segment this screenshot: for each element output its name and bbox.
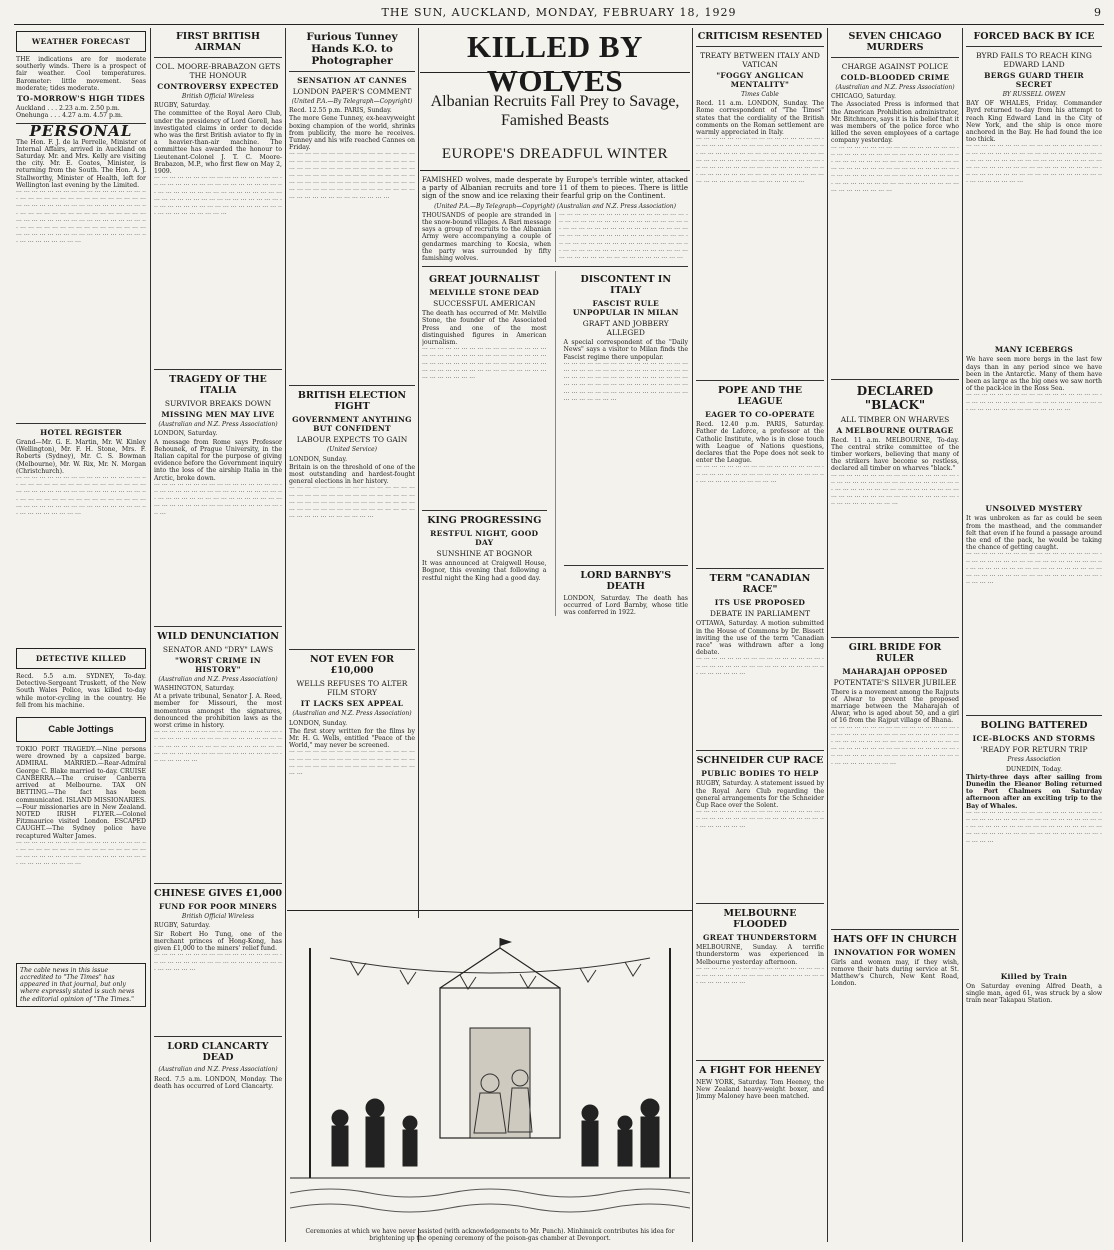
article-body: The more Gene Tunney, ex-heavyweight boxing champion of the world, shrinks from publicity, the more he receives. Tunney and his wife reached Cannes on Friday. <box>289 115 415 152</box>
tides-heading: TO-MORROW'S HIGH TIDES <box>16 94 146 104</box>
headline-hats: HATS OFF IN CHURCH <box>833 933 957 945</box>
text-block: ··· ··· ··· ··· ··· ··· ··· ··· ··· ··· ··· ··· ··· ··· ··· ··· ··· ··· ··· ··· ··· ··· ··· ··· ··· ··· ··· ··· ··· ··· ··· ··· ··· ··· ··· ··· ··· ··· ··· <box>696 809 824 831</box>
cartoon-caption: Ceremonies at which we have never assisted (with acknowledgements to Mr. Punch). Minhinnick contributes his idea for brightening up the opening ceremony of the poison-gas chamber at Devonport. <box>305 1228 675 1242</box>
detective-box <box>16 648 146 669</box>
text-block: ··· ··· ··· ··· ··· ··· ··· ··· ··· ··· ··· ··· ··· ··· ··· ··· ··· ··· ··· ··· ··· ··· ··· ··· ··· ··· ··· ··· ··· ··· ··· ··· ··· ··· ··· ··· ··· ··· ··· ··· ··· ··· ··· ··· ··· ··· ··· ··· ··· ··· ··· ··· ··· ··· ··· ··· ··· ··· ··· ··· ··· ··· ··· ··· ··· ··· ··· <box>154 481 282 518</box>
dateline: LONDON, Saturday. <box>154 430 218 438</box>
text-block: ··· ··· ··· ··· ··· ··· ··· ··· ··· ··· ··· ··· ··· ··· ··· ··· ··· ··· ··· ··· ··· ··· ··· ··· ··· ··· ··· ··· ··· ··· ··· ··· ··· ··· ··· ··· ··· ··· ··· ··· ··· ··· ··· ··· ··· ··· ··· ··· ··· ··· ··· ··· ··· ··· ··· ··· ··· ··· ··· ··· ··· ··· ··· ··· ··· ··· ··· ··· ··· ··· ··· ··· ··· <box>966 551 1102 588</box>
byline: BY RUSSELL OWEN <box>1002 91 1066 98</box>
text-block: ··· ··· ··· ··· ··· ··· ··· ··· ··· ··· ··· ··· ··· ··· ··· ··· ··· ··· ··· ··· ··· ··· ··· ··· ··· ··· ··· ··· ··· ··· ··· ··· ··· ··· ··· ··· ··· ··· ··· ··· ··· ··· ··· ··· ··· ··· ··· ··· ··· ··· ··· ··· ··· ··· ··· ··· ··· ··· ··· ··· ··· ··· ··· ··· ··· ··· ··· ··· ··· ··· ··· ··· ··· <box>966 809 1102 846</box>
headline-schneider: SCHNEIDER CUP RACE <box>696 755 824 767</box>
credit: (Australian and N.Z. Press Association) <box>835 84 955 91</box>
subhead-survivor: SURVIVOR BREAKS DOWN <box>164 399 272 409</box>
subhead-cannes: SENSATION AT CANNES <box>297 76 407 85</box>
headline-italia: TRAGEDY OF THE ITALIA <box>169 374 267 397</box>
personal-heading: PERSONAL <box>29 122 133 141</box>
masthead-title: THE SUN, AUCKLAND, MONDAY, FEBRUARY 18, 1929 <box>381 6 737 19</box>
subhead-worst-crime: "WORST CRIME IN HISTORY" <box>175 655 261 674</box>
article-body: Recd. 11 a.m. LONDON, Sunday. The Rome correspondent of "The Times" states that the cordiality of the British comments on the Roman settlement are warmly appreciated in Italy. <box>696 100 824 137</box>
column-rule <box>827 28 828 1242</box>
divider <box>420 170 690 171</box>
credit: Press Association <box>1007 756 1061 764</box>
credit: British Official Wireless <box>181 93 255 100</box>
headline-pope: POPE AND THE LEAGUE <box>718 385 802 408</box>
dateline: LONDON, Sunday. <box>289 455 348 463</box>
lead-sub-stories <box>422 271 688 616</box>
article-body: The death has occurred of Mr. Melville Stone, the founder of the Associated Press and one of the most distinguished figures in American journalism. <box>422 310 547 347</box>
text-block: ··· ··· ··· ··· ··· ··· ··· ··· ··· ··· ··· ··· ··· ··· ··· ··· ··· ··· ··· ··· ··· ··· ··· ··· ··· ··· ··· ··· ··· ··· ··· ··· ··· ··· ··· ··· ··· ··· ··· ··· ··· ··· ··· ··· ··· ··· ··· ··· ··· ··· ··· ··· ··· ··· ··· ··· ··· ··· ··· ··· ··· ··· ··· ··· ··· ··· ··· ··· ··· ··· ··· <box>154 729 282 766</box>
text-block: ··· ··· ··· ··· ··· ··· ··· ··· ··· ··· ··· ··· ··· ··· ··· ··· ··· ··· ··· ··· ··· ··· ··· ··· ··· ··· ··· ··· ··· ··· ··· ··· ··· ··· ··· ··· ··· ··· ··· ··· ··· ··· ··· ··· ··· ··· ··· ··· ··· ··· ··· ··· ··· ··· ··· ··· ··· ··· ··· ··· ··· ··· ··· ··· ··· ··· ··· ··· ··· ··· ··· ··· ··· ··· ··· ··· ··· ··· ··· ··· ··· ··· ··· ··· ··· ··· ··· ··· ··· ··· ··· ··· ··· ··· ··· ··· ··· ··· ··· ··· ··· ··· ··· ··· ··· ··· ··· ··· ··· ··· ··· ··· <box>696 136 824 187</box>
divider <box>287 910 692 911</box>
article-body: Recd. 12.40 p.m. PARIS, Saturday. Father de Laforce, a professor at the Catholic Institute, who is in close touch with League of Nations questions, declares that the Pope does not seek to enter the League. <box>696 421 824 465</box>
divider <box>420 72 690 73</box>
headline-chinese: CHINESE GIVES £1,000 <box>154 888 282 900</box>
subhead-timber: ALL TIMBER ON WHARVES <box>840 414 950 424</box>
subhead-byrd: BYRD FAILS TO REACH KING EDWARD LAND <box>976 51 1092 69</box>
article-body: MELBOURNE, Sunday. A terrific thunderstorm was experienced in Melbourne yesterday afternoon. <box>696 944 824 966</box>
article-lead: Thirty-three days after sailing from Dunedin the Eleanor Boling returned to Port Chalmers on Saturday afternoon after an exciting trip to the Bay of Whales. <box>966 773 1102 810</box>
subhead-public: PUBLIC BODIES TO HELP <box>701 769 819 779</box>
subhead-police: CHARGE AGAINST POLICE <box>841 62 949 71</box>
text-block: ··· ··· ··· ··· ··· ··· ··· ··· ··· ··· ··· ··· ··· ··· ··· ··· ··· ··· ··· ··· ··· ··· ··· ··· ··· ··· ··· ··· ··· ··· ··· ··· ··· ··· ··· ··· ··· ··· ··· ··· ··· ··· ··· ··· ··· ··· ··· ··· ··· ··· ··· ··· ··· ··· ··· ··· ··· ··· ··· ··· ··· ··· ··· ··· ··· ··· ··· ··· ··· ··· ··· ··· ··· ··· ··· ··· ··· ··· ··· ··· ··· ··· ··· ··· ··· ··· ··· ··· ··· ··· ··· ··· ··· ··· ··· ··· ··· ··· ··· ··· ··· ··· ··· ··· ··· ··· <box>831 144 959 195</box>
tide-auckland: Auckland . . . 2.23 a.m. 2.50 p.m. <box>16 105 120 113</box>
subhead-jubilee: POTENTATE'S SILVER JUBILEE <box>833 677 957 687</box>
dateline: DUNEDIN, Today. <box>1005 765 1063 773</box>
subhead-labour: LABOUR EXPECTS TO GAIN <box>296 435 408 445</box>
article-body: On Saturday evening Alfred Death, a single man, aged 61, was struck by a slow train near Takapau Station. <box>966 982 1102 1005</box>
text-block: ··· ··· ··· ··· ··· ··· ··· ··· ··· ··· ··· ··· ··· ··· ··· ··· ··· ··· ··· ··· ··· ··· ··· ··· ··· ··· ··· ··· ··· ··· ··· ··· ··· ··· ··· ··· ··· ··· ··· ··· ··· ··· ··· ··· ··· ··· ··· ··· ··· ··· ··· ··· ··· ··· ··· ··· ··· ··· ··· ··· ··· ··· ··· ··· ··· ··· ··· ··· ··· ··· ··· ··· ··· ··· ··· ··· ··· ··· ··· ··· ··· ··· ··· ··· ··· ··· ··· ··· ··· ··· ··· <box>154 175 282 219</box>
headline-airman: FIRST BRITISH AIRMAN <box>175 31 261 53</box>
headline-wells: NOT EVEN FOR £10,000 <box>309 654 395 677</box>
cartoon-illustration <box>290 918 690 1228</box>
headline-italy: DISCONTENT IN ITALY <box>580 274 672 297</box>
subhead-fund: FUND FOR POOR MINERS <box>158 902 278 912</box>
text-block: ··· ··· ··· ··· ··· ··· ··· ··· ··· ··· ··· ··· ··· ··· ··· ··· ··· ··· ··· ··· ··· ··· ··· ··· ··· ··· ··· ··· ··· ··· ··· ··· ··· ··· ··· ··· ··· ··· ··· ··· ··· ··· ··· ··· ··· ··· ··· ··· ··· ··· <box>289 749 415 779</box>
headline-train: Killed by Train <box>1000 971 1068 981</box>
tide-onehunga: Onehunga . . . 4.27 a.m. 4.57 p.m. <box>16 112 123 120</box>
article-body: It was unbroken as far as could be seen from the masthead, and the commander felt that even if he found a passage around the end of the pack, he would be taking the chance of getting caught. <box>966 515 1102 552</box>
credit: (Australian and N.Z. Press Association) <box>158 1066 278 1074</box>
headline-barnby: LORD BARNBY'S DEATH <box>580 569 672 592</box>
credit: (Australian and N.Z. Press Association) <box>292 710 412 718</box>
subhead-icebergs: MANY ICEBERGS <box>994 345 1074 355</box>
subhead-airman: COL. MOORE-BRABAZON GETS THE HONOUR <box>155 62 281 80</box>
text-block: ··· ··· ··· ··· ··· ··· ··· ··· ··· ··· ··· ··· ··· ··· ··· ··· ··· ··· ··· ··· ··· ··· ··· ··· ··· ··· ··· ··· ··· ··· ··· ··· ··· ··· ··· ··· ··· ··· ··· ··· ··· ··· ··· ··· ··· ··· ··· ··· ··· ··· ··· ··· ··· ··· ··· ··· ··· ··· ··· ··· ··· ··· ··· ··· ··· ··· ··· ··· ··· ··· ··· ··· ··· ··· ··· ··· ··· ··· ··· ··· ··· ··· ··· ··· ··· ··· ··· ··· ··· ··· ··· ··· ··· ··· ··· ··· ··· ··· ··· ··· ··· ··· ··· ··· ··· ··· ··· ··· ··· ··· ··· ··· ··· ··· <box>559 211 688 263</box>
dateline: RUGBY, Saturday. <box>154 102 211 110</box>
text-block: ··· ··· ··· ··· ··· ··· ··· ··· ··· ··· ··· ··· ··· ··· ··· ··· ··· ··· ··· ··· ··· ··· ··· ··· ··· ··· ··· ··· ··· ··· ··· ··· ··· ··· ··· ··· ··· ··· ··· ··· ··· ··· ··· ··· ··· ··· ··· ··· <box>966 392 1102 414</box>
detective-heading: DETECTIVE KILLED <box>35 654 127 664</box>
text-block: ··· ··· ··· ··· ··· ··· ··· ··· ··· ··· ··· ··· ··· ··· ··· ··· ··· ··· ··· ··· ··· ··· ··· ··· ··· ··· ··· ··· ··· ··· ··· ··· ··· ··· ··· ··· ··· ··· ··· ··· ··· ··· ··· ··· ··· ··· ··· ··· ··· ··· ··· ··· ··· ··· ··· ··· ··· ··· ··· ··· ··· ··· ··· ··· ··· ··· ··· ··· ··· ··· ··· ··· ··· ··· ··· ··· ··· ··· ··· ··· ··· ··· ··· ··· ··· ··· ··· <box>563 360 688 404</box>
article-body: RUGBY, Saturday. A statement issued by the Royal Aero Club regarding the general arrangements for the Schneider Cup Race over the Solent. <box>696 780 824 810</box>
footnote: The cable news in this issue accredited to "The Times" has appeared in that journal, but only where expressly stated is such news the editorial opinion of "The Times." <box>16 963 146 1007</box>
headline-journalist: GREAT JOURNALIST <box>428 274 540 286</box>
headline-melbourne: MELBOURNE FLOODED <box>723 908 797 931</box>
subhead-stone: MELVILLE STONE DEAD <box>429 288 540 298</box>
headline-forced-back: FORCED BACK BY ICE <box>973 31 1095 42</box>
column-7 <box>966 28 1102 1242</box>
column-rule <box>150 28 151 1242</box>
page-number: 9 <box>1094 6 1102 19</box>
text-block: ··· ··· ··· ··· ··· ··· ··· ··· ··· ··· ··· ··· ··· ··· ··· ··· ··· ··· ··· ··· ··· ··· ··· ··· ··· ··· ··· ··· ··· ··· ··· ··· ··· ··· ··· ··· ··· ··· ··· ··· ··· ··· ··· ··· ··· ··· ··· ··· ··· ··· ··· ··· ··· ··· ··· ··· ··· ··· ··· ··· ··· ··· ··· ··· ··· ··· ··· ··· ··· ··· ··· ··· ··· ··· ··· ··· ··· ··· ··· ··· ··· ··· ··· ··· ··· ··· ··· ··· ··· ··· ··· <box>16 475 146 519</box>
text-block: ··· ··· ··· ··· ··· ··· ··· ··· ··· ··· ··· ··· ··· ··· ··· ··· ··· ··· ··· ··· ··· ··· ··· ··· ··· ··· ··· ··· ··· ··· ··· ··· ··· ··· ··· ··· ··· ··· ··· ··· ··· ··· ··· ··· ··· ··· ··· ··· ··· ··· ··· ··· ··· ··· ··· ··· ··· ··· ··· ··· ··· ··· ··· ··· ··· ··· ··· ··· ··· ··· ··· ··· ··· ··· ··· ··· ··· ··· ··· ··· ··· ··· ··· ··· ··· ··· ··· ··· ··· ··· ··· ··· ··· ··· ··· ··· ··· ··· ··· ··· ··· ··· ··· ··· ··· ··· ··· ··· ··· <box>289 151 415 202</box>
article-body: Recd. 11 a.m. MELBOURNE, To-day. The central strike committee of the timber workers, believing that many of the strikers have become so restless, declared all timber on wharves "black." <box>831 436 959 473</box>
credit: (Australian and N.Z. Press Association) <box>158 421 278 429</box>
headline-election: BRITISH ELECTION FIGHT <box>297 390 407 413</box>
headline-clancarty: LORD CLANCARTY DEAD <box>167 1041 269 1064</box>
article-body: LONDON, Saturday. The death has occurred of Lord Barnby, whose title was conferred in 1922. <box>563 594 688 617</box>
headline-girl-bride: GIRL BRIDE FOR RULER <box>848 641 942 664</box>
jottings-text: TOKIO PORT TRAGEDY.—Nine persons were drowned by a capsized barge. ADMIRAL MARRIED.—Rear-Admiral George C. Blake married to-day. CRUISE CANBERRA.—The cruiser Canberra arrived at Melbourne. TAX ON BETTING.—The fact has been communicated. ISLAND MISSIONARIES.—Four missionaries are in New Zealand. NOTED IRISH FLYER.—Colonel Fitzmaurice visited London. ESCAPED CAUGHT.—The Sydney police have recaptured Walter James. <box>16 746 146 840</box>
subhead-innovation: INNOVATION FOR WOMEN <box>834 947 956 957</box>
dateline: WASHINGTON, Saturday. <box>154 685 235 693</box>
article-body: The first story written for the films by Mr. H. G. Wells, entitled "Peace of the World," may never be screened. <box>289 727 415 750</box>
subhead-thunderstorm: GREAT THUNDERSTORM <box>703 933 817 943</box>
credit: Times Cable <box>741 91 779 98</box>
subhead-sex-appeal: IT LACKS SEX APPEAL <box>300 699 404 709</box>
text-block: ··· ··· ··· ··· ··· ··· ··· ··· ··· ··· ··· ··· ··· ··· ··· ··· ··· ··· ··· ··· ··· ··· ··· ··· ··· ··· ··· ··· ··· ··· ··· ··· ··· ··· ··· ··· ··· ··· ··· <box>696 965 824 988</box>
column-6 <box>831 28 959 1242</box>
column-2 <box>154 28 282 1242</box>
headline-denunciation: WILD DENUNCIATION <box>157 630 279 642</box>
column-rule <box>962 28 963 1242</box>
masthead <box>14 6 1104 25</box>
hotel-text: Grand—Mr. G. E. Martin, Mr. W. Kinley (Wellington), Mr. F. H. Stone, Mrs. F. Roberts (Sydney), Mr. C. S. Bowman (Melbourne), Mr. W. Rix, Mr. N. Morgan (Christchurch). <box>16 439 146 475</box>
jottings-box <box>16 717 146 742</box>
article-body: It was announced at Craigwell House, Bognor, this evening that following a restful night the King had a good day. <box>422 560 547 582</box>
lead-headline: KILLED BY WOLVES <box>467 29 643 98</box>
dateline: Recd. 12.55 p.m. PARIS, Sunday. <box>289 107 392 115</box>
subhead-controversy: CONTROVERSY EXPECTED <box>157 82 279 91</box>
headline-boling: BOLING BATTERED <box>980 720 1088 732</box>
article-body: A special correspondent of the "Daily News" says a visitor to Milan finds the Fascist regime there unpopular. <box>563 339 688 361</box>
column-4 <box>422 176 688 910</box>
text-block: ··· ··· ··· ··· ··· ··· ··· ··· ··· ··· ··· ··· ··· ··· ··· ··· ··· ··· ··· ··· ··· ··· ··· ··· ··· ··· ··· ··· ··· ··· ··· ··· ··· ··· ··· ··· ··· ··· ··· ··· ··· ··· ··· <box>696 464 824 486</box>
article-body: We have seen more bergs in the last few days than in any period since we have been in the Antarctic. Many of them have been as large as the big ones we saw north of the pack-ice in the Ross Sea. <box>966 356 1102 393</box>
subhead-proposed: ITS USE PROPOSED <box>714 598 806 608</box>
text-block: ··· ··· ··· ··· ··· ··· ··· ··· ··· ··· ··· ··· ··· ··· ··· ··· ··· ··· ··· ··· ··· ··· ··· ··· ··· ··· ··· ··· ··· ··· ··· ··· ··· ··· ··· ··· ··· ··· ··· ··· ··· ··· ··· ··· ··· ··· ··· ··· ··· ··· ··· ··· ··· ··· ··· ··· ··· ··· ··· ··· ··· ··· ··· ··· ··· ··· ··· ··· ··· ··· ··· <box>422 346 547 383</box>
article-body: OTTAWA, Saturday. A motion submitted in the House of Commons by Dr. Bissett inviting the use of the term "Canadian race" was withdrawn after a long debate. <box>696 620 824 657</box>
subhead-parliament: DEBATE IN PARLIAMENT <box>709 609 811 619</box>
subhead-maharajah: MAHARAJAH OPPOSED <box>842 666 948 676</box>
credit: (United Service) <box>327 446 377 454</box>
jottings-heading: Cable Jottings <box>48 724 114 736</box>
detective-text: Recd. 5.5 a.m. SYDNEY, To-day. Detective-Sergeant Truskett, of the New South Wales Police, was killed to-day while motor-cycling in the country. He fell from his machine. <box>16 673 146 709</box>
text-block: ··· ··· ··· ··· ··· ··· ··· ··· ··· ··· ··· ··· ··· ··· ··· ··· ··· ··· ··· ··· ··· ··· ··· ··· ··· ··· ··· ··· ··· ··· ··· ··· ··· ··· ··· ··· ··· ··· ··· ··· ··· ··· ··· ··· ··· ··· ··· ··· ··· ··· ··· ··· ··· ··· ··· ··· ··· ··· ··· ··· ··· ··· ··· ··· ··· ··· ··· ··· ··· ··· ··· ··· ··· ··· ··· ··· ··· ··· ··· ··· ··· ··· ··· ··· ··· ··· ··· ··· ··· ··· ··· ··· ··· ··· ··· ··· ··· ··· ··· ··· ··· ··· ··· ··· ··· ··· ··· ··· ··· ··· ··· ··· ··· ··· ··· ··· ··· ··· ··· ··· ··· ··· ··· ··· <box>16 189 146 247</box>
lead-body-columns <box>422 212 688 262</box>
subhead-bognor: SUNSHINE AT BOGNOR <box>436 549 533 559</box>
subhead-government: GOVERNMENT ANYTHING BUT CONFIDENT <box>292 415 412 434</box>
subhead-return: 'READY FOR RETURN TRIP <box>980 745 1088 755</box>
article-body: There is a movement among the Rajputs of Alwar to prevent the proposed marriage between the Maharajah of Alwar, who is aged about 50, and a girl of 16 from the Rajput village of Bhana. <box>831 688 959 725</box>
column-rule <box>285 28 286 1242</box>
credit: British Official Wireless <box>181 913 255 921</box>
text-block: ··· ··· ··· ··· ··· ··· ··· ··· ··· ··· ··· ··· ··· ··· ··· ··· ··· ··· ··· ··· ··· ··· ··· ··· ··· ··· ··· ··· ··· ··· ··· ··· ··· ··· ··· ··· ··· ··· ··· <box>696 656 824 678</box>
subhead-film: WELLS REFUSES TO ALTER FILM STORY <box>296 679 408 698</box>
text-block: ··· ··· ··· ··· ··· ··· ··· ··· ··· ··· ··· ··· ··· ··· ··· ··· ··· ··· ··· ··· ··· ··· ··· ··· ··· ··· ··· ··· ··· ··· ··· ··· ··· ··· ··· ··· ··· ··· ··· ··· ··· ··· ··· ··· ··· ··· ··· ··· ··· ··· ··· ··· ··· ··· ··· ··· ··· ··· ··· ··· ··· ··· ··· ··· ··· ··· ··· ··· ··· ··· ··· ··· ··· ··· <box>831 472 959 509</box>
article-body: Britain is on the threshold of one of the most outstanding and hardest-fought general elections in her history. <box>289 463 415 486</box>
text-block: ··· ··· ··· ··· ··· ··· ··· ··· ··· ··· ··· ··· ··· ··· ··· ··· ··· ··· ··· ··· ··· ··· ··· ··· ··· ··· ··· ··· ··· ··· ··· ··· ··· ··· ··· ··· ··· ··· ··· ··· ··· ··· ··· ··· ··· ··· ··· ··· ··· ··· ··· ··· ··· ··· ··· ··· ··· ··· ··· ··· ··· ··· ··· ··· ··· ··· ··· ··· ··· ··· ··· ··· ··· ··· ··· ··· ··· ··· ··· ··· ··· ··· ··· ··· ··· ··· ··· ··· ··· ··· ··· ··· ··· ··· <box>966 143 1102 187</box>
column-3 <box>289 28 415 910</box>
subhead-ice-blocks: ICE-BLOCKS AND STORMS <box>972 734 1096 744</box>
subhead-american: SUCCESSFUL AMERICAN <box>433 299 536 309</box>
credit: (Australian and N.Z. Press Association) <box>158 675 278 683</box>
headline-black: DECLARED "BLACK" <box>856 383 934 412</box>
subhead-eager: EAGER TO CO-OPERATE <box>705 410 815 420</box>
story-journalist <box>422 271 547 616</box>
article-body: The committee of the Royal Aero Club, under the presidency of Lord Gorell, has investigated claims in order to decide who was the first British aviator to fly in a heavier-than-air machine. The committee has awarded the honour to Lieutenant-Colonel J. T. C. Moore-Brabazon, M.P., who first flew on May 2, 1909. <box>154 110 282 176</box>
article-body: The Associated Press is informed that the American Prohibition administrator, Mr. Bitchmore, says it is his belief that it was members of the police force who killed the seven employees of a cartage company yesterday. <box>831 101 959 145</box>
subhead-restful: RESTFUL NIGHT, GOOD DAY <box>430 529 539 548</box>
subhead-bergs: BERGS GUARD THEIR SECRET <box>984 71 1084 89</box>
personal-text: The Hon. F. J. de la Perrelle, Minister of Internal Affairs, arrived in Auckland on Saturday. Mr. and Mrs. Kelly are visiting the city. Mr. E. Coates, Minister, is returning from the South. The Hon. A. J. Stallworthy, Minister of Health, left for Wellington last evening by the Limited. <box>16 138 146 189</box>
subhead-mystery: UNSOLVED MYSTERY <box>985 504 1083 514</box>
headline-tunney: Furious Tunney Hands K.O. to Photographer <box>306 31 398 67</box>
headline-canadian: TERM "CANADIAN RACE" <box>709 573 811 596</box>
headline-criticism: CRITICISM RESENTED <box>697 31 823 42</box>
credit: (United P.A.—By Telegraph—Copyright) <box>291 98 413 105</box>
dateline: CHICAGO, Saturday. <box>831 93 897 101</box>
lead-deck: Albanian Recruits Fall Prey to Savage, Famished Beasts <box>430 93 680 129</box>
article-body: At a private tribunal, Senator J. A. Reed, member for Missouri, the most momentous amongst the signatures, denounced the prohibition laws as the worst crime in history. <box>154 693 282 730</box>
story-italy <box>564 271 689 616</box>
column-5 <box>696 28 824 1242</box>
article-body: Girls and women may, if they wish, remove their hats during service at St. Matthew's Church, New Kent Road, London. <box>831 958 959 988</box>
subhead-fascist: FASCIST RULE UNPOPULAR IN MILAN <box>572 299 679 318</box>
subhead-cold-blooded: COLD-BLOODED CRIME <box>840 73 950 82</box>
subhead-graft: GRAFT AND JOBBERY ALLEGED <box>582 319 669 338</box>
text-block: ··· ··· ··· ··· ··· ··· ··· ··· ··· ··· ··· ··· ··· ··· ··· ··· ··· ··· ··· ··· ··· ··· ··· ··· ··· ··· ··· ··· ··· ··· ··· ··· ··· ··· ··· ··· ··· ··· ··· ··· ··· ··· ··· ··· ··· ··· ··· ··· ··· ··· ··· ··· ··· ··· ··· ··· ··· ··· <box>16 839 146 869</box>
column-rule <box>692 28 693 1242</box>
headline-king: KING PROGRESSING <box>427 515 542 527</box>
dateline: RUGBY, Saturday. <box>154 922 211 930</box>
text-block: ··· ··· ··· ··· ··· ··· ··· ··· ··· ··· ··· ··· ··· ··· ··· ··· ··· ··· ··· ··· ··· ··· ··· ··· ··· ··· ··· ··· ··· ··· ··· ··· ··· ··· ··· ··· ··· ··· ··· ··· ··· ··· ··· ··· ··· ··· ··· ··· ··· ··· ··· ··· ··· ··· ··· ··· ··· ··· ··· ··· ··· ··· ··· ··· ··· ··· ··· ··· ··· ··· ··· ··· ··· ··· ··· ··· ··· ··· ··· ··· ··· ··· ··· ··· ··· ··· ··· ··· ··· ··· <box>831 724 959 768</box>
subhead-outrage: A MELBOURNE OUTRAGE <box>836 425 954 435</box>
subhead-foggy: "FOGGY ANGLICAN MENTALITY" <box>716 71 804 89</box>
hotel-heading: HOTEL REGISTER <box>40 428 122 438</box>
subhead-senator: SENATOR AND "DRY" LAWS <box>162 644 274 654</box>
lead-paragraph: FAMISHED wolves, made desperate by Europe's terrible winter, attacked a party of Albanian recruits and tore 11 of them to pieces. There is little sign of the snow and ice relaxing their fearful grip on the Continent. <box>422 176 688 201</box>
credit: (United P.A.—By Telegraph—Copyright) (Australian and N.Z. Press Association) <box>434 202 676 210</box>
article-body: THOUSANDS of people are stranded in the snow-bound villages. A Bari message says a group of recruits to the Albanian Army were accompanying a couple of gendarmes marching to Kocsia, when the party was surrounded by fifty famishing wolves. <box>422 211 551 263</box>
column-1 <box>16 28 146 1242</box>
subhead-missing: MISSING MEN MAY LIVE <box>161 410 275 420</box>
subhead-comment: LONDON PAPER'S COMMENT <box>292 87 412 96</box>
weather-heading: WEATHER FORECAST <box>31 37 131 46</box>
headline-chicago: SEVEN CHICAGO MURDERS <box>848 31 942 53</box>
lead-deck-2: EUROPE'S DREADFUL WINTER <box>441 146 669 162</box>
article-body: Sir Robert Ho Tung, one of the merchant princes of Hong-Kong, has given £1,000 to the miners' relief fund. <box>154 930 282 953</box>
subhead-treaty: TREATY BETWEEN ITALY AND VATICAN <box>700 51 820 69</box>
text-block: ··· ··· ··· ··· ··· ··· ··· ··· ··· ··· ··· ··· ··· ··· ··· ··· ··· ··· ··· ··· ··· ··· ··· ··· ··· ··· ··· ··· ··· ··· ··· ··· ··· ··· ··· ··· ··· ··· ··· ··· ··· ··· ··· ··· ··· ··· ··· ··· ··· ··· ··· ··· ··· ··· ··· ··· ··· ··· ··· ··· ··· ··· ··· ··· ··· ··· ··· ··· ··· ··· ··· ··· ··· ··· ··· <box>289 485 415 522</box>
article-body: A message from Rome says Professor Behounek, of Prague University, in the Italian capital for the purpose of giving evidence before the Government inquiry into the loss of the airship Italia in the Arctic, broke down. <box>154 438 282 482</box>
weather-text: THE indications are for moderate southerly winds. There is a prospect of fair weather. Cool temperatures. Barometer: little movement. Seas moderate; tides moderate. <box>16 56 146 92</box>
text-block: ··· ··· ··· ··· ··· ··· ··· ··· ··· ··· ··· ··· ··· ··· ··· ··· ··· ··· ··· ··· ··· ··· ··· ··· ··· ··· ··· ··· ··· ··· ··· ··· ··· ··· ··· ··· ··· ··· <box>154 952 282 974</box>
headline-heeney: A FIGHT FOR HEENEY <box>699 1064 821 1076</box>
dateline: LONDON, Sunday. <box>289 719 348 727</box>
weather-box <box>16 31 146 52</box>
article-body: BAY OF WHALES, Friday. Commander Byrd returned to-day from his attempt to reach King Edward Land in the City of New York, and the ship is once more anchored in the Bay. He had found the ice too thick. <box>966 100 1102 144</box>
article-body: NEW YORK, Saturday. Tom Heeney, the New Zealand heavy-weight boxer, and Jimmy Maloney have been matched. <box>696 1078 824 1101</box>
article-body: Recd. 7.5 a.m. LONDON, Monday. The death has occurred of Lord Clancarty. <box>154 1075 282 1090</box>
